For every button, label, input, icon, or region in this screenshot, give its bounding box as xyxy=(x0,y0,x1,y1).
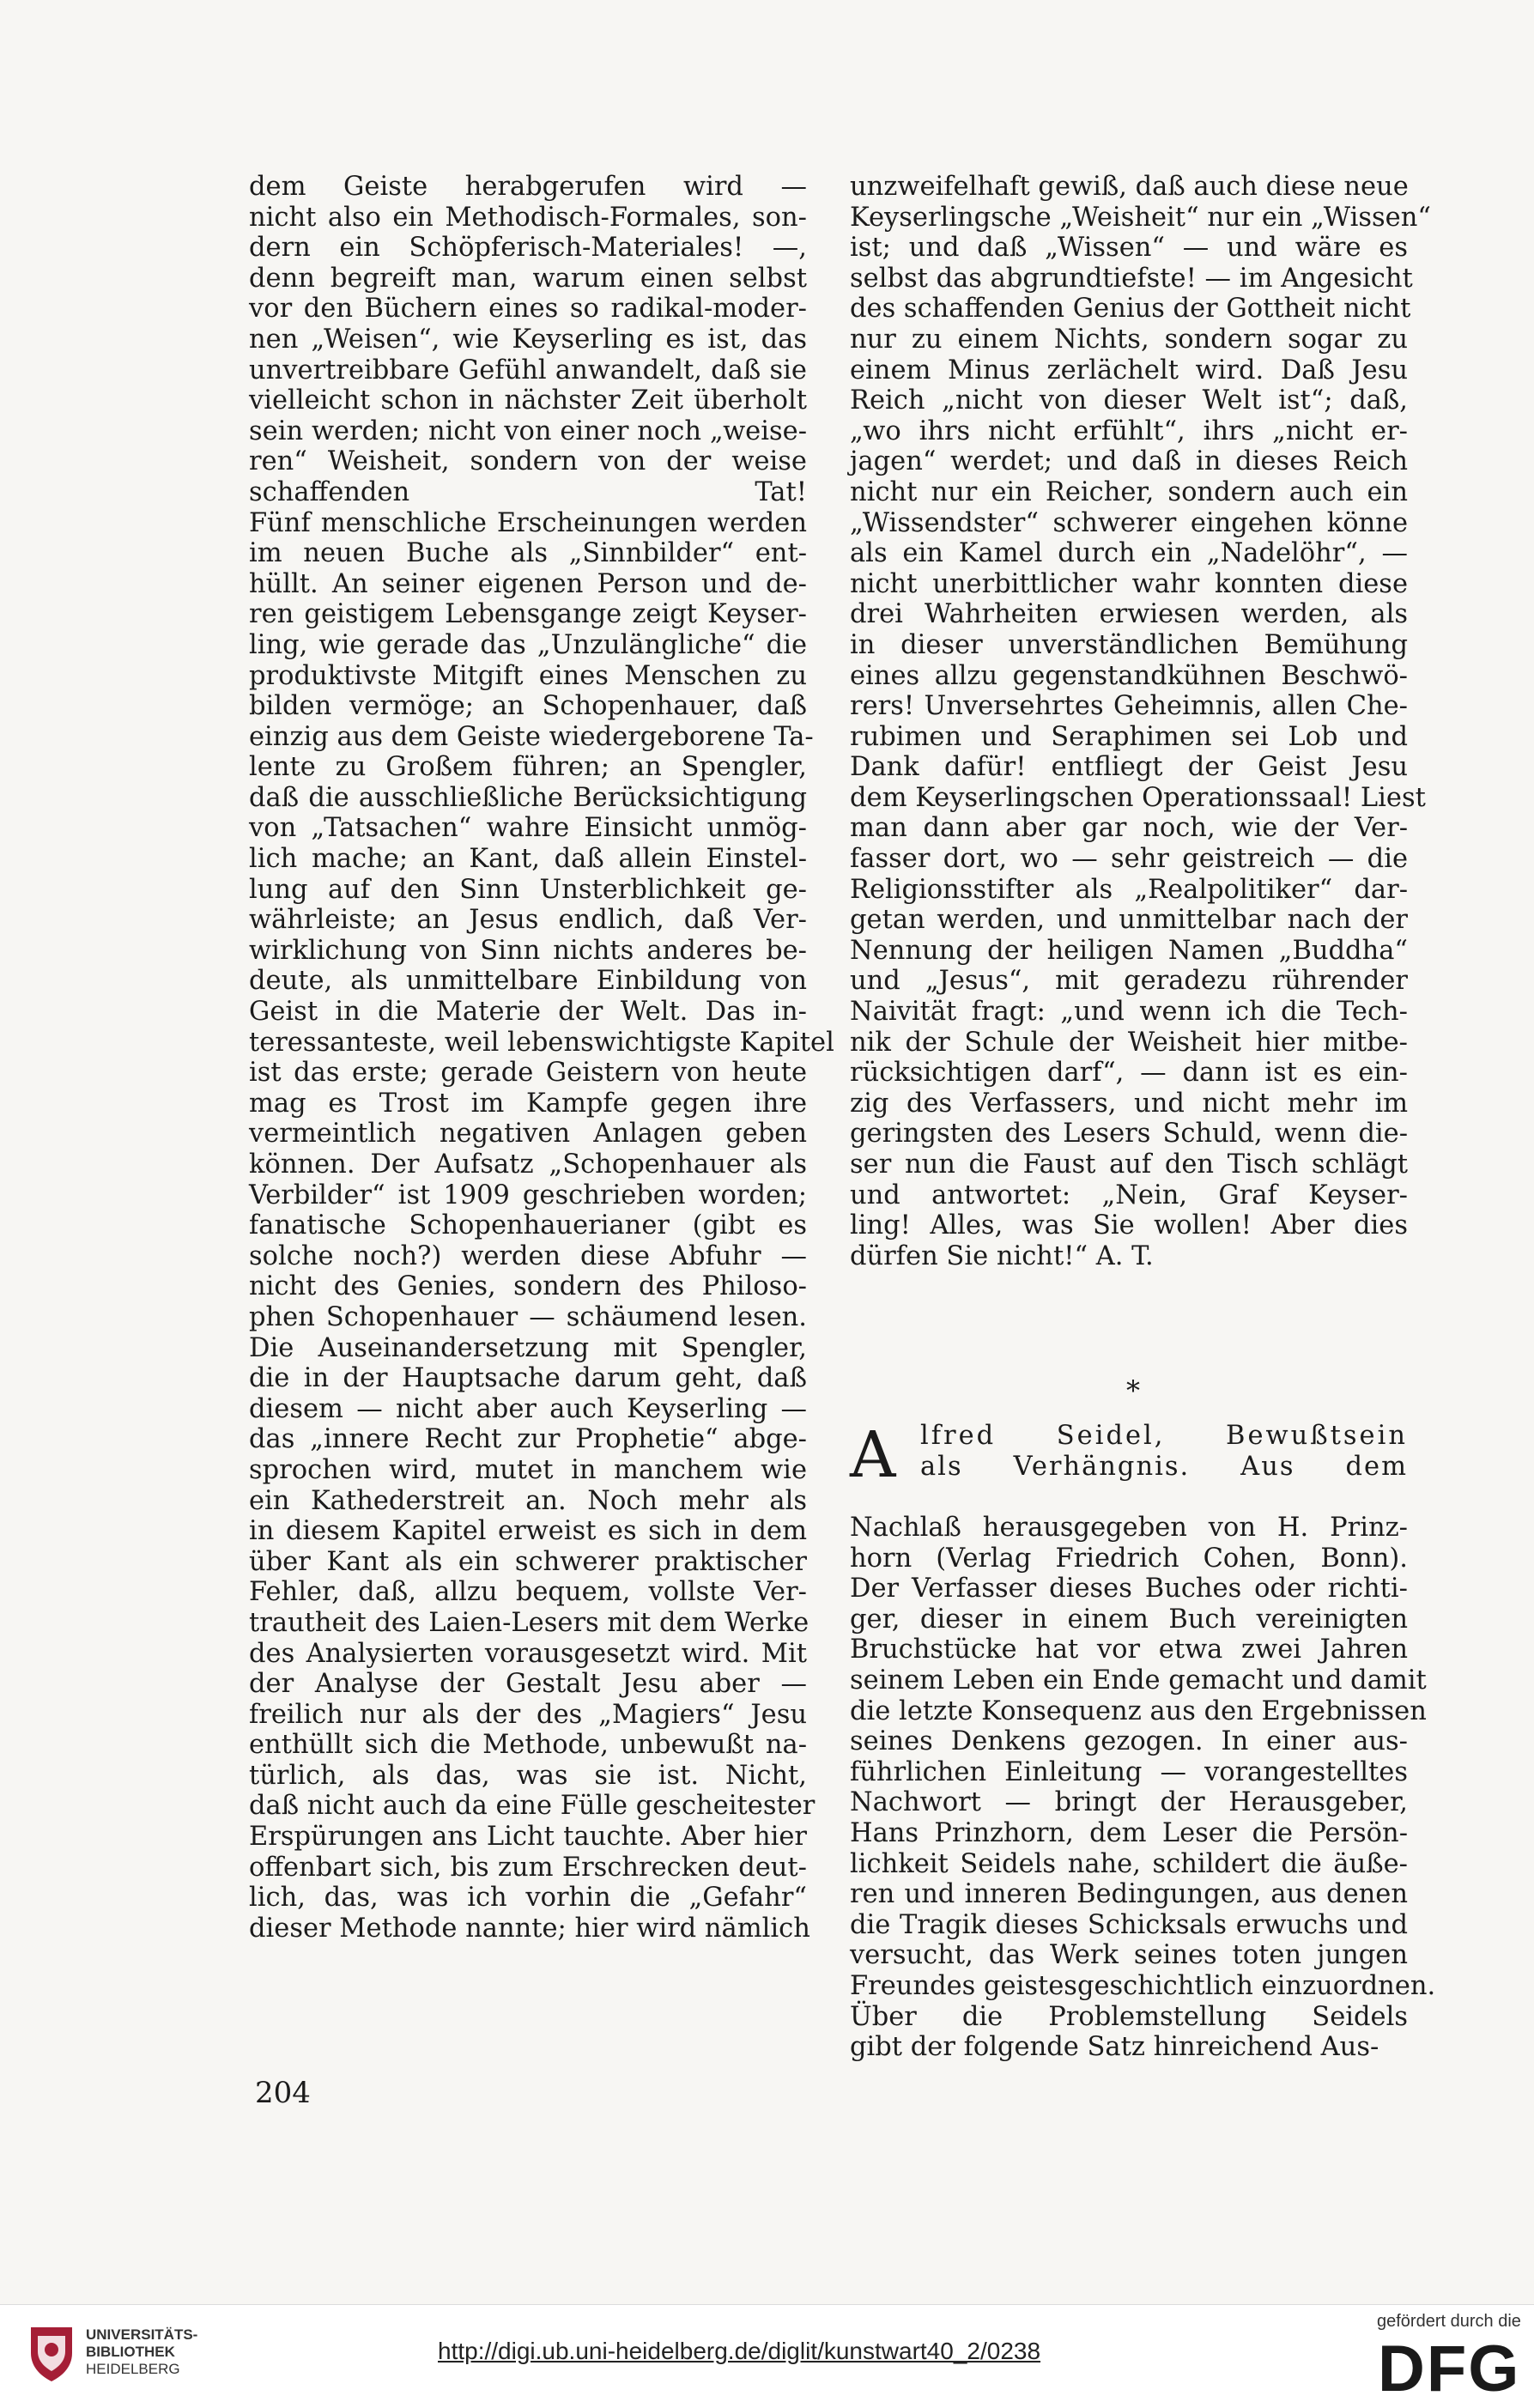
left-column-line: können. Der Aufsatz „Schopenhauer als xyxy=(249,1149,807,1180)
left-column-line: Fünf menschliche Erscheinungen werden xyxy=(249,507,807,538)
review-body-line: Nachlaß herausgegeben von H. Prinz- xyxy=(850,1513,1408,1543)
review-body-line: versucht, das Werk seines toten jungen xyxy=(850,1940,1408,1971)
right-column-line: Dank dafür! entfliegt der Geist Jesu xyxy=(850,752,1408,783)
university-seal-icon xyxy=(26,2324,77,2384)
review-title-line-1: lfred Seidel, Bewußtsein xyxy=(920,1421,1408,1451)
right-column-line: rers! Unversehrtes Geheimnis, allen Che- xyxy=(850,691,1408,722)
right-column-line: und antwortet: „Nein, Graf Keyser- xyxy=(850,1180,1408,1210)
left-column-line: vor den Büchern eines so radikal-moder- xyxy=(249,294,807,325)
section-ornament: * xyxy=(1126,1374,1140,1407)
left-column-line: daß nicht auch da eine Fülle gescheitester xyxy=(249,1791,816,1822)
review-title-line-2: als Verhängnis. Aus dem xyxy=(920,1451,1408,1482)
left-column-line: teressanteste, weil lebenswichtigste Kapitel xyxy=(249,1027,834,1058)
left-column-line: enthüllt sich die Methode, unbewußt na- xyxy=(249,1730,807,1761)
right-text-column xyxy=(850,172,1431,1271)
right-column-line: drei Wahrheiten erwiesen werden, als xyxy=(850,599,1408,630)
left-column-line: diesem — nicht aber auch Keyserling — xyxy=(249,1393,807,1424)
funded-by-label: gefördert durch die xyxy=(1377,2312,1521,2331)
left-column-line: hüllt. An seiner eigenen Person und de- xyxy=(249,568,807,599)
review-body-line: ger, dieser in einem Buch vereinigten xyxy=(850,1604,1408,1635)
left-column-line: im neuen Buche als „Sinnbilder“ ent- xyxy=(249,538,807,569)
right-column-line: einem Minus zerlächelt wird. Daß Jesu xyxy=(850,355,1408,385)
library-name xyxy=(86,2326,197,2378)
library-name-line-3: HEIDELBERG xyxy=(86,2361,180,2377)
review-body-line: Hans Prinzhorn, dem Leser die Persön- xyxy=(850,1817,1408,1848)
left-column-line: die in der Hauptsache darum geht, daß xyxy=(249,1363,807,1394)
left-column-line: Erspürungen ans Licht tauchte. Aber hier xyxy=(249,1822,807,1853)
right-column-line: dem Keyserlingschen Operationssaal! Liest xyxy=(850,782,1426,813)
right-column-line: eines allzu gegenstandkühnen Beschwö- xyxy=(850,660,1408,691)
left-column-line: trautheit des Laien-Lesers mit dem Werke xyxy=(249,1607,809,1638)
left-column-line: produktivste Mitgift eines Menschen zu xyxy=(249,660,807,691)
right-column-line: nicht nur ein Reicher, sondern auch ein xyxy=(850,476,1408,507)
left-column-line: sprochen wird, mutet in manchem wie xyxy=(249,1454,807,1485)
left-column-line: phen Schopenhauer — schäumend lesen. xyxy=(249,1301,807,1332)
left-column-line: Die Auseinandersetzung mit Spengler, xyxy=(249,1332,807,1363)
left-column-line: fanatische Schopenhauerianer (gibt es xyxy=(249,1210,807,1241)
review-body-line: Bruchstücke hat vor etwa zwei Jahren xyxy=(850,1635,1408,1665)
left-column-line: währleiste; an Jesus endlich, daß Ver- xyxy=(249,905,807,936)
left-column-line: lung auf den Sinn Unsterblichkeit ge- xyxy=(249,874,807,905)
review-body-line: seinem Leben ein Ende gemacht und damit xyxy=(850,1665,1427,1695)
left-column-line: vermeintlich negativen Anlagen geben xyxy=(249,1119,807,1149)
left-column-line: mag es Trost im Kampfe gegen ihre xyxy=(249,1088,807,1119)
left-column-line: schaffenden Tat! xyxy=(249,476,807,507)
left-column-line: dieser Methode nannte; hier wird nämlich xyxy=(249,1913,810,1944)
right-column-line: Reich „nicht von dieser Welt ist“; daß, xyxy=(850,385,1408,416)
left-column-line: von „Tatsachen“ wahre Einsicht unmög- xyxy=(249,813,807,844)
right-column-line: nicht unerbittlicher wahr konnten diese xyxy=(850,568,1408,599)
left-column-line: in diesem Kapitel erweist es sich in dem xyxy=(249,1516,807,1547)
left-column-line: freilich nur als der des „Magiers“ Jesu xyxy=(249,1699,807,1730)
review-body xyxy=(850,1513,1436,2063)
right-column-line: man dann aber gar noch, wie der Ver- xyxy=(850,813,1408,844)
dfg-logo: DFG xyxy=(1378,2332,1521,2405)
drop-cap: A xyxy=(850,1418,896,1492)
page-number: 204 xyxy=(255,2076,311,2110)
right-column-line: nik der Schule der Weisheit hier mitbe- xyxy=(850,1027,1408,1058)
right-column-line: dürfen Sie nicht!“ A. T. xyxy=(850,1240,1154,1271)
left-column-line: Fehler, daß, allzu bequem, vollste Ver- xyxy=(249,1577,807,1608)
right-column-line: getan werden, und unmittelbar nach der xyxy=(850,905,1408,936)
right-column-line: ling! Alles, was Sie wollen! Aber dies xyxy=(850,1210,1408,1241)
left-column-line: ling, wie gerade das „Unzulängliche“ die xyxy=(249,629,807,660)
left-column-line: offenbart sich, bis zum Erschrecken deut- xyxy=(249,1852,807,1883)
right-column-line: Religionsstifter als „Realpolitiker“ dar- xyxy=(850,874,1408,905)
right-column-line: selbst das abgrundtiefste! — im Angesicht xyxy=(850,263,1413,294)
review-body-line: ren und inneren Bedingungen, aus denen xyxy=(850,1879,1408,1910)
review-heading xyxy=(850,1418,1408,1492)
source-url-link[interactable]: http://digi.ub.uni-heidelberg.de/diglit/kunstwart40_2/0238 xyxy=(438,2338,1041,2364)
right-column-line: Naivität fragt: „und wenn ich die Tech- xyxy=(850,997,1408,1028)
right-column-line: als ein Kamel durch ein „Nadelöhr“, — xyxy=(850,538,1408,569)
right-column-line: ser nun die Faust auf den Tisch schlägt xyxy=(850,1149,1408,1180)
left-column-line: solche noch?) werden diese Abfuhr — xyxy=(249,1240,807,1271)
right-column-line: rubimen und Seraphimen sei Lob und xyxy=(850,721,1408,752)
left-column-line: wirklichung von Sinn nichts anderes be- xyxy=(249,935,807,966)
right-column-line: geringsten des Lesers Schuld, wenn die- xyxy=(850,1119,1408,1149)
review-body-line: gibt der folgende Satz hinreichend Aus- xyxy=(850,2032,1379,2063)
review-body-line: führlichen Einleitung — vorangestelltes xyxy=(850,1756,1408,1787)
left-column-line: ren“ Weisheit, sondern von der weise xyxy=(249,446,807,477)
review-body-line: Der Verfasser dieses Buches oder richti- xyxy=(850,1574,1408,1604)
left-column-line: türlich, als das, was sie ist. Nicht, xyxy=(249,1760,807,1791)
right-column-line: und „Jesus“, mit geradezu rührender xyxy=(850,966,1408,997)
left-column-line: nicht des Genies, sondern des Philoso- xyxy=(249,1271,807,1302)
review-body-line: Über die Problemstellung Seidels xyxy=(850,2001,1408,2032)
left-column-line: nicht also ein Methodisch-Formales, son- xyxy=(249,202,807,233)
left-column-line: Verbilder“ ist 1909 geschrieben worden; xyxy=(249,1180,807,1210)
left-column-line: das „innere Recht zur Prophetie“ abge- xyxy=(249,1424,807,1455)
left-column-line: denn begreift man, warum einen selbst xyxy=(249,263,807,294)
right-column-line: „wo ihrs nicht erfühlt“, ihrs „nicht er- xyxy=(850,415,1408,446)
left-column-line: sein werden; nicht von einer noch „weise- xyxy=(249,415,807,446)
left-column-line: der Analyse der Gestalt Jesu aber — xyxy=(249,1669,807,1700)
right-column-line: Keyserlingsche „Weisheit“ nur ein „Wissen“ xyxy=(850,202,1431,233)
left-column-line: lich, das, was ich vorhin die „Gefahr“ xyxy=(249,1883,807,1914)
left-column-line: ein Kathederstreit an. Noch mehr als xyxy=(249,1485,807,1516)
left-column-line: des Analysierten vorausgesetzt wird. Mit xyxy=(249,1638,807,1669)
left-text-column xyxy=(249,172,834,1944)
left-column-line: lente zu Großem führen; an Spengler, xyxy=(249,752,807,783)
library-name-line-1: UNIVERSITÄTS- xyxy=(86,2326,198,2343)
left-column-line: ren geistigem Lebensgange zeigt Keyser- xyxy=(249,599,807,630)
right-column-line: zig des Verfassers, und nicht mehr im xyxy=(850,1088,1408,1119)
left-column-line: vielleicht schon in nächster Zeit überholt xyxy=(249,385,807,416)
left-column-line: ist das erste; gerade Geistern von heute xyxy=(249,1058,807,1089)
right-column-line: des schaffenden Genius der Gottheit nicht xyxy=(850,294,1411,325)
right-column-line: nur zu einem Nichts, sondern sogar zu xyxy=(850,324,1408,355)
right-column-line: Nennung der heiligen Namen „Buddha“ xyxy=(850,935,1408,966)
right-column-line: unzweifelhaft gewiß, daß auch diese neue xyxy=(850,172,1409,202)
right-column-line: jagen“ werdet; und daß in dieses Reich xyxy=(850,446,1408,477)
review-body-line: Freundes geistesgeschichtlich einzuordnen. xyxy=(850,1970,1436,2001)
left-column-line: einzig aus dem Geiste wiedergeborene Ta- xyxy=(249,721,814,752)
left-column-line: dem Geiste herabgerufen wird — xyxy=(249,172,807,202)
review-body-line: horn (Verlag Friedrich Cohen, Bonn). xyxy=(850,1543,1408,1574)
left-column-line: über Kant als ein schwerer praktischer xyxy=(249,1546,807,1577)
right-column-line: „Wissendster“ schwerer eingehen könne xyxy=(850,507,1408,538)
library-name-line-2: BIBLIOTHEK xyxy=(86,2344,175,2360)
right-column-line: fasser dort, wo — sehr geistreich — die xyxy=(850,844,1408,875)
left-column-line: daß die ausschließliche Berücksichtigung xyxy=(249,782,807,813)
left-column-line: bilden vermöge; an Schopenhauer, daß xyxy=(249,691,807,722)
left-column-line: lich mache; an Kant, daß allein Einstel- xyxy=(249,844,807,875)
review-body-line: lichkeit Seidels nahe, schildert die äuße- xyxy=(850,1848,1408,1879)
left-column-line: unvertreibbare Gefühl anwandelt, daß sie xyxy=(249,355,807,385)
review-body-line: die letzte Konsequenz aus den Ergebnissen xyxy=(850,1695,1427,1726)
right-column-line: rücksichtigen darf“, — dann ist es ein- xyxy=(850,1058,1408,1089)
left-column-line: deute, als unmittelbare Einbildung von xyxy=(249,966,807,997)
left-column-line: nen „Weisen“, wie Keyserling es ist, das xyxy=(249,324,807,355)
review-body-line: seines Denkens gezogen. In einer aus- xyxy=(850,1726,1408,1757)
left-column-line: dern ein Schöpferisch-Materiales! —, xyxy=(249,233,807,264)
review-body-line: die Tragik dieses Schicksals erwuchs und xyxy=(850,1909,1408,1940)
review-body-line: Nachwort — bringt der Herausgeber, xyxy=(850,1787,1408,1818)
left-column-line: Geist in die Materie der Welt. Das in- xyxy=(249,997,807,1028)
right-column-line: in dieser unverständlichen Bemühung xyxy=(850,629,1408,660)
right-column-line: ist; und daß „Wissen“ — und wäre es xyxy=(850,233,1408,264)
